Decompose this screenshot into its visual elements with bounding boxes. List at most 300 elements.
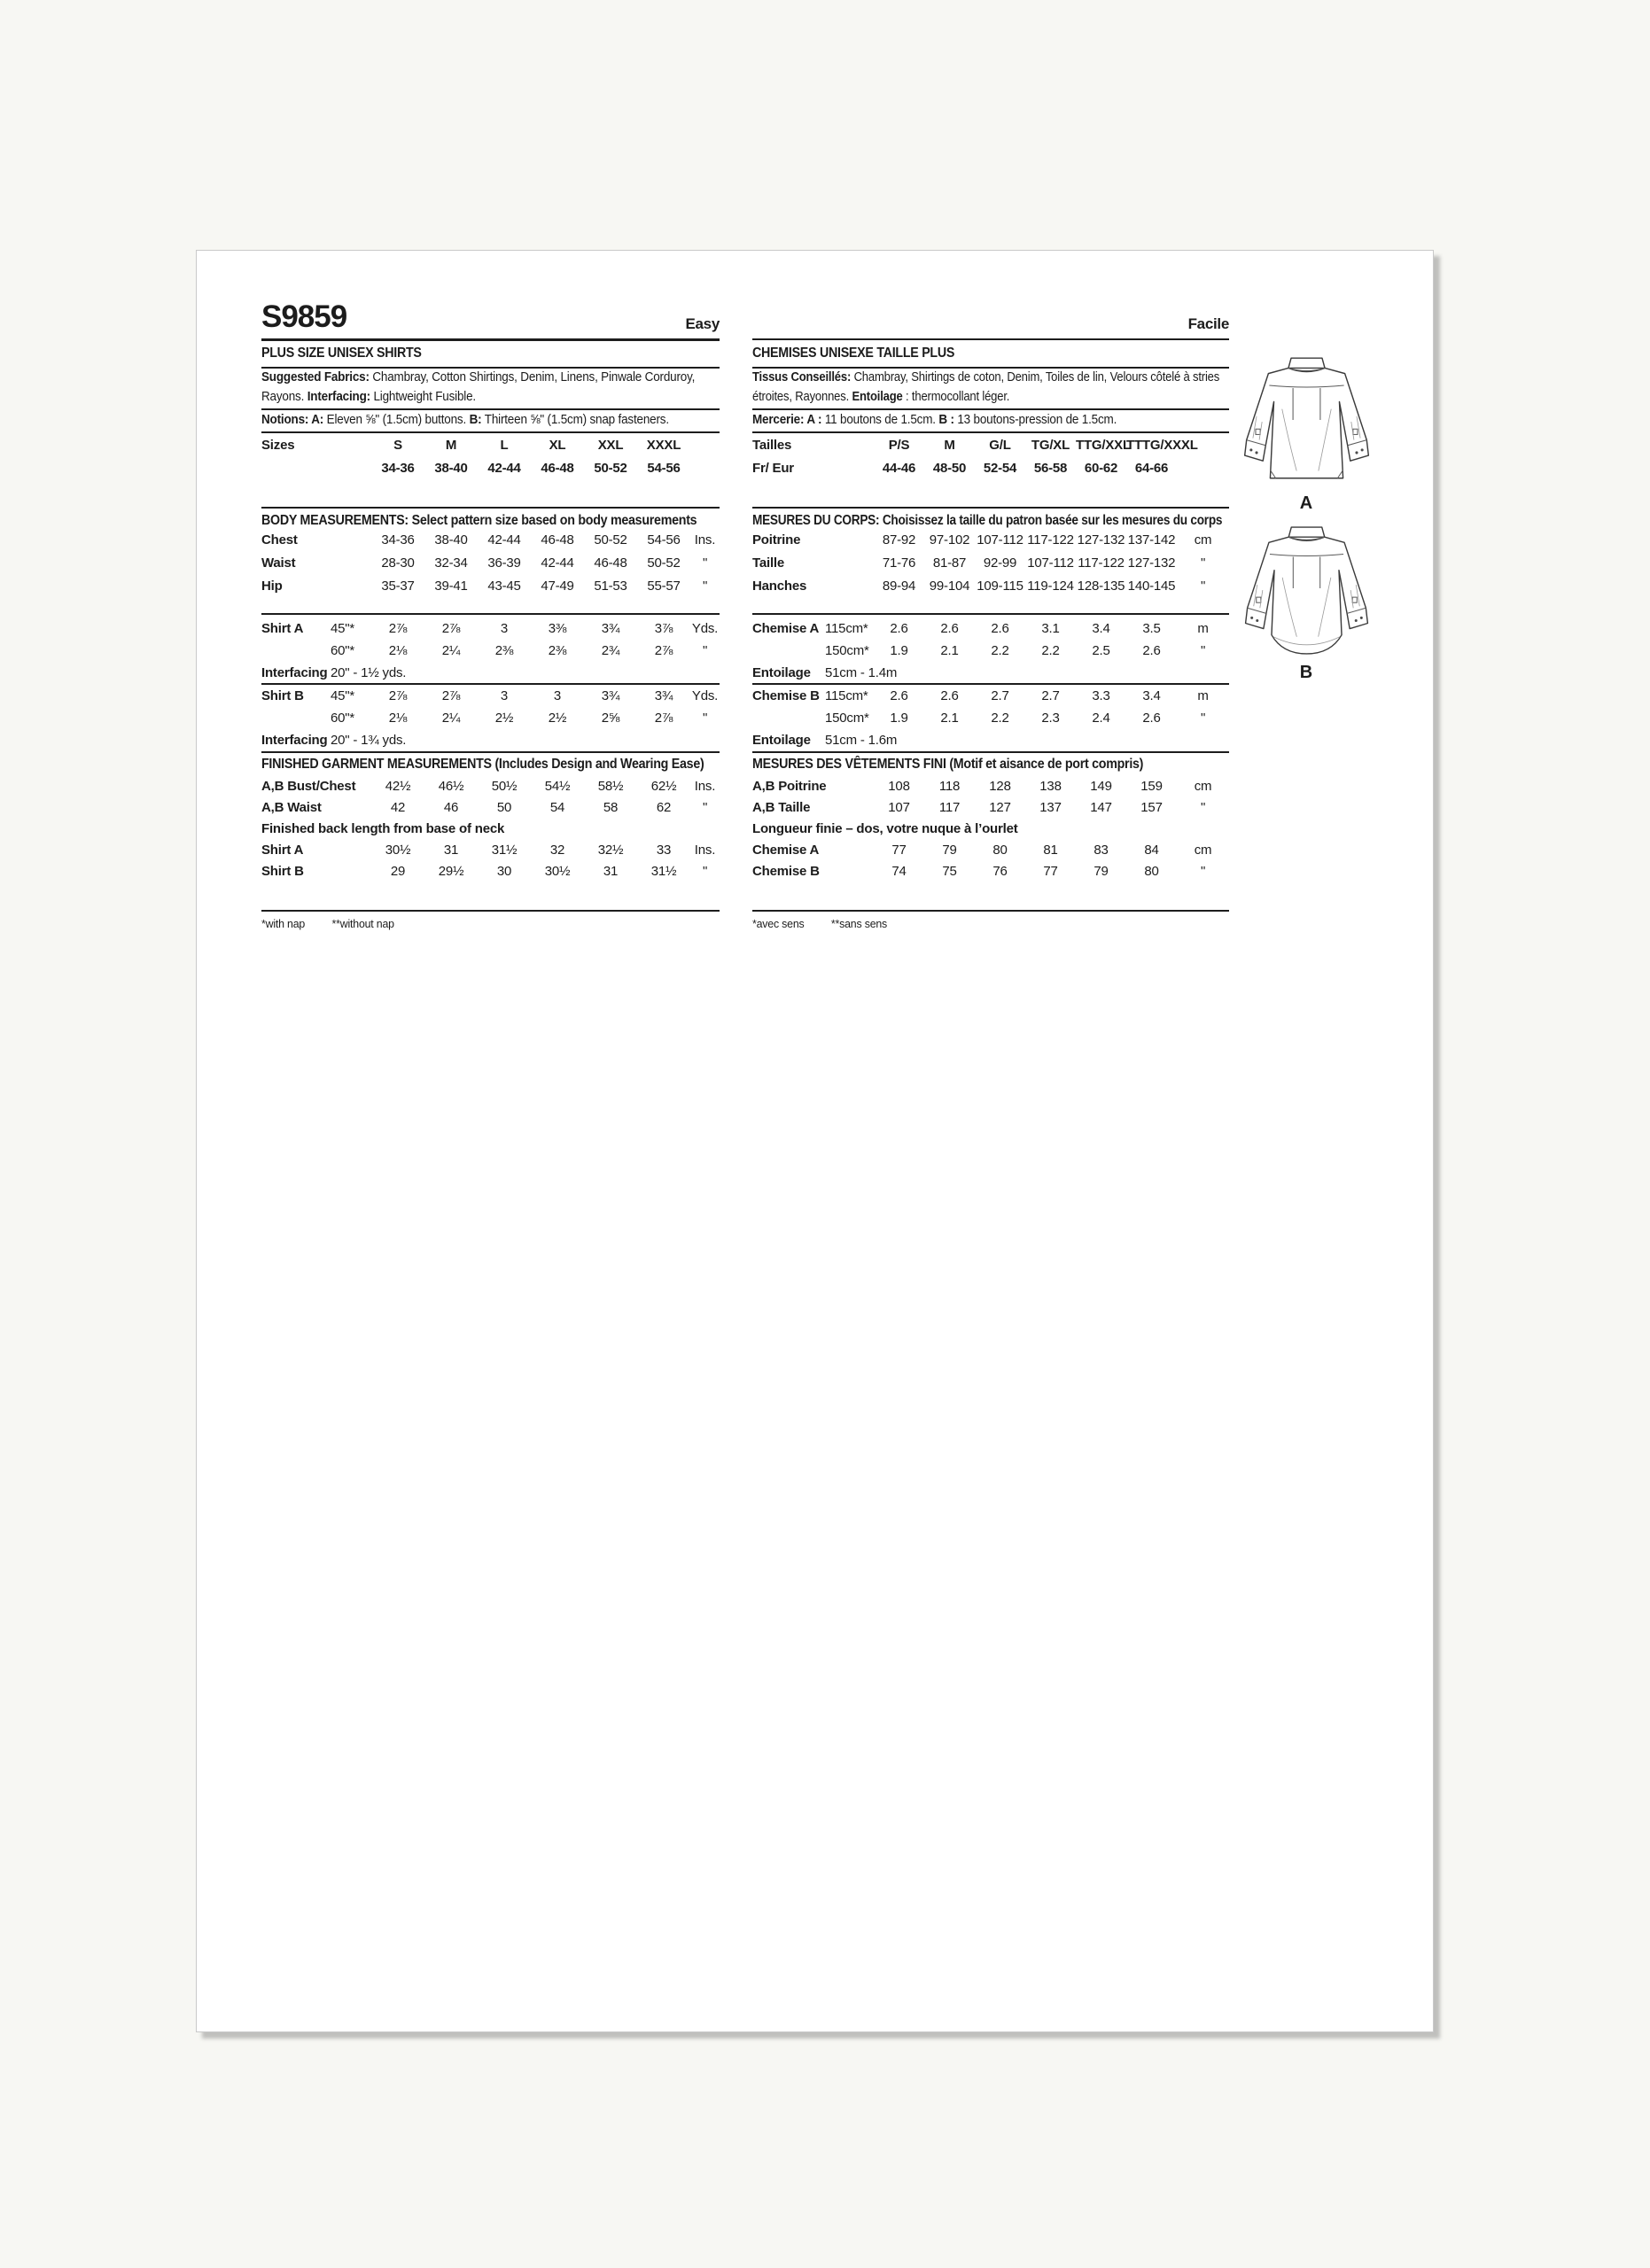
row-label: Poitrine: [752, 532, 801, 548]
yardage-table-shirt-a-en: [261, 617, 720, 684]
row-label: Fr/ Eur: [752, 460, 794, 476]
footnote-avec-sens: *avec sens: [752, 917, 805, 930]
table-row: [261, 685, 720, 707]
fabric-width-label: 150cm*: [825, 643, 869, 658]
row-label: Tailles: [752, 437, 792, 453]
finished-garment-table-en: [261, 775, 720, 882]
table-row: [752, 433, 1229, 456]
table-cell: M: [445, 437, 457, 453]
headline-block: [261, 301, 720, 338]
table-cell: 35-37: [381, 578, 415, 594]
table-cell: TTTG/XXXL: [1126, 437, 1198, 453]
unit-cell: ": [702, 799, 708, 815]
unit-cell: Ins.: [694, 532, 716, 548]
table-cell: TG/XL: [1031, 437, 1070, 453]
table-cell: 28-30: [381, 555, 415, 571]
table-cell: 42: [390, 799, 406, 815]
table-cell: 149: [1090, 778, 1112, 794]
table-row: [752, 574, 1229, 597]
table-cell: 42-44: [487, 460, 521, 476]
table-cell: 62: [656, 799, 672, 815]
table-cell: 2¼: [441, 643, 461, 658]
table-cell: 43-45: [487, 578, 521, 594]
table-cell: 2⅞: [441, 621, 461, 636]
table-row: [752, 640, 1229, 662]
table-cell: 140-145: [1127, 578, 1176, 594]
table-cell: 2⅛: [388, 643, 408, 658]
table-cell: 79: [1094, 863, 1109, 879]
table-cell: 38-40: [434, 532, 468, 548]
table-cell: 2.7: [991, 688, 1009, 703]
table-cell: 46-48: [594, 555, 627, 571]
table-cell: 2⅜: [548, 643, 567, 658]
divider: [261, 751, 720, 753]
table-cell: 3: [500, 621, 509, 636]
table-span-text: Longueur finie – dos, votre nuque à l’ourlet: [752, 820, 1018, 836]
row-label: Chemise B: [752, 863, 820, 879]
shirt-b-label: B: [1299, 663, 1313, 682]
table-cell: 2.6: [890, 621, 908, 636]
body-measurements-title-en: BODY MEASUREMENTS: Select pattern size based on body measurements: [261, 513, 697, 528]
table-cell: 3.4: [1092, 621, 1110, 636]
garment-illustrations: [1236, 353, 1376, 691]
table-cell: 137: [1039, 799, 1062, 815]
table-cell: 31: [443, 842, 459, 858]
table-cell: 2.6: [940, 621, 959, 636]
fabric-width-label: 60"*: [331, 711, 355, 726]
table-cell: 60-62: [1084, 460, 1118, 476]
table-cell: 38-40: [434, 460, 468, 476]
entoilage-lead: Entoilage: [852, 390, 903, 404]
table-row: [752, 707, 1229, 729]
table-cell: 42-44: [487, 532, 521, 548]
fabric-width-label: 45"*: [331, 688, 355, 703]
fabrics-lead: Suggested Fabrics:: [261, 370, 370, 384]
table-cell: 74: [891, 863, 907, 879]
table-cell: 58: [603, 799, 619, 815]
shirt-a-label: A: [1299, 493, 1313, 513]
fabric-width-label: 60"*: [331, 643, 355, 658]
interfacing-text: Lightweight Fusible.: [370, 390, 476, 404]
table-cell: 1.9: [890, 643, 908, 658]
unit-cell: Yds.: [691, 621, 719, 636]
table-cell: 50-52: [594, 532, 627, 548]
unit-cell: cm: [1194, 532, 1212, 548]
row-label: A,B Taille: [752, 799, 811, 815]
table-cell: 3.5: [1142, 621, 1161, 636]
unit-cell: m: [1197, 621, 1209, 636]
divider: [752, 910, 1229, 912]
table-cell: 62½: [650, 778, 677, 794]
headline-block-fr: [752, 301, 1229, 338]
table-cell: 2⅞: [654, 711, 673, 726]
row-label: Chemise A: [752, 621, 820, 636]
table-row: [261, 707, 720, 729]
yardage-table-chemise-a-fr: [752, 617, 1229, 684]
fabrics-text: Chambray, Cotton Shirtings, Denim, Linens, Pinwale Corduroy, Rayons.: [261, 370, 696, 404]
table-cell: 51-53: [594, 578, 627, 594]
table-cell: 2.2: [991, 643, 1009, 658]
notions-lead: Notions: A:: [261, 413, 324, 427]
table-cell: 3.1: [1041, 621, 1060, 636]
body-measurements-table-fr: [752, 528, 1229, 597]
table-cell: 3⅜: [548, 621, 567, 636]
table-cell: 2¼: [441, 711, 461, 726]
table-cell: 39-41: [434, 578, 468, 594]
table-cell: 32: [549, 842, 565, 858]
table-cell: P/S: [888, 437, 910, 453]
table-cell: 138: [1039, 778, 1062, 794]
row-label: Waist: [261, 555, 296, 571]
table-row: [261, 528, 720, 551]
table-row: [752, 551, 1229, 574]
fabric-width-label: 115cm*: [825, 621, 868, 636]
divider: [752, 751, 1229, 753]
section-title-fr: CHEMISES UNISEXE TAILLE PLUS: [752, 346, 955, 361]
unit-cell: ": [702, 711, 708, 726]
tissus-lead: Tissus Conseillés:: [752, 370, 852, 384]
table-cell: 50: [496, 799, 512, 815]
unit-cell: ": [1200, 555, 1206, 571]
table-row: [261, 775, 720, 796]
table-cell: 127-132: [1127, 555, 1176, 571]
table-cell: 31½: [491, 842, 518, 858]
table-cell: 42-44: [541, 555, 574, 571]
table-cell: 97-102: [929, 532, 970, 548]
table-cell: 52-54: [983, 460, 1017, 476]
table-cell: 3¾: [601, 688, 620, 703]
table-cell: 79: [942, 842, 957, 858]
row-label: Interfacing: [261, 665, 328, 680]
notions-b-lead: B:: [469, 413, 482, 427]
table-cell: 117: [938, 799, 961, 815]
table-row: [752, 818, 1229, 839]
table-cell: 3: [553, 688, 562, 703]
row-label: Entoilage: [752, 665, 811, 680]
table-cell: 29: [390, 863, 406, 879]
table-cell: 2.2: [1041, 643, 1060, 658]
table-row: [752, 796, 1229, 818]
divider: [261, 613, 720, 615]
table-cell: 2.1: [940, 711, 959, 726]
row-label: Hanches: [752, 578, 807, 594]
difficulty-label-fr: Facile: [1187, 315, 1229, 332]
table-row: [261, 796, 720, 818]
pattern-envelope-back-sheet: [196, 250, 1434, 2032]
table-cell: 30½: [544, 863, 571, 879]
table-cell: 71-76: [882, 555, 916, 571]
row-label: Shirt B: [261, 688, 304, 703]
table-cell: 46-48: [541, 532, 574, 548]
table-cell: 31½: [650, 863, 677, 879]
unit-cell: ": [1200, 578, 1206, 594]
fabric-width-label: 45"*: [331, 621, 355, 636]
row-label: Shirt B: [261, 863, 304, 879]
unit-cell: cm: [1194, 842, 1212, 858]
tissus-text: Chambray, Shirtings de coton, Denim, Toiles de lin, Velours côtelé à stries étroites, Rayonnes.: [752, 370, 1220, 404]
table-row: [752, 685, 1229, 707]
table-cell: M: [944, 437, 955, 453]
unit-cell: m: [1197, 688, 1209, 703]
section-title-en: PLUS SIZE UNISEX SHIRTS: [261, 346, 422, 361]
table-cell: 75: [942, 863, 957, 879]
row-label: Shirt A: [261, 842, 304, 858]
yardage-table-chemise-b-fr: [752, 685, 1229, 751]
table-cell: 80: [1144, 863, 1159, 879]
row-label: Chemise A: [752, 842, 820, 858]
table-cell: 117-122: [1027, 532, 1074, 548]
pattern-number: S9859: [261, 299, 347, 334]
finished-garment-table-fr: [752, 775, 1229, 882]
table-row: [261, 662, 720, 684]
table-cell: 2.5: [1092, 643, 1110, 658]
table-cell: 2⅞: [388, 688, 408, 703]
notions-en: [261, 410, 688, 430]
table-cell: 2.6: [940, 688, 959, 703]
table-cell: 30: [496, 863, 512, 879]
unit-cell: ": [702, 863, 708, 879]
table-cell: 2.6: [890, 688, 908, 703]
table-cell: 77: [1043, 863, 1058, 879]
table-cell: 81-87: [932, 555, 967, 571]
table-cell: 77: [891, 842, 907, 858]
table-cell: 3¾: [601, 621, 620, 636]
table-row: [261, 860, 720, 882]
finished-garment-title-fr: MESURES DES VÊTEMENTS FINI (Motif et aisance de port compris): [752, 757, 1144, 772]
table-cell: 2⅞: [388, 621, 408, 636]
fabric-width-label: 115cm*: [825, 688, 868, 703]
sizes-table-en: [261, 433, 720, 479]
table-cell: 3.4: [1142, 688, 1161, 703]
suggested-fabrics-fr: [752, 368, 1219, 407]
row-label: Interfacing: [261, 733, 328, 748]
table-cell: L: [500, 437, 509, 453]
table-cell: 29½: [438, 863, 464, 879]
table-row: [752, 528, 1229, 551]
divider: [752, 613, 1229, 615]
row-label: Chest: [261, 532, 298, 548]
mercerie-b-text: 13 boutons-pression de 1.5cm.: [953, 413, 1117, 427]
table-cell: 31: [603, 863, 619, 879]
footnote-with-nap: *with nap: [261, 917, 306, 930]
table-cell: 109-115: [977, 578, 1023, 594]
notions-b-text: Thirteen ⅝" (1.5cm) snap fasteners.: [481, 413, 669, 427]
table-cell: 87-92: [882, 532, 916, 548]
row-label: Chemise B: [752, 688, 820, 703]
row-label: Taille: [752, 555, 785, 571]
shirt-a-illustration: [1238, 353, 1375, 487]
table-cell: 2.1: [940, 643, 959, 658]
notions-a-text: Eleven ⅝" (1.5cm) buttons.: [323, 413, 470, 427]
table-cell: 34-36: [381, 460, 415, 476]
table-cell: 2.6: [1142, 643, 1161, 658]
table-cell: 54½: [544, 778, 571, 794]
table-row: [752, 456, 1229, 479]
table-cell: 108: [888, 778, 910, 794]
table-cell: 3⅞: [654, 621, 673, 636]
table-row: [261, 640, 720, 662]
mercerie-a-text: 11 boutons de 1.5cm.: [821, 413, 939, 427]
divider: [752, 507, 1229, 509]
row-span-value: 51cm - 1.6m: [825, 733, 898, 748]
table-cell: 128: [989, 778, 1011, 794]
table-cell: 32-34: [434, 555, 468, 571]
table-cell: 159: [1140, 778, 1163, 794]
row-label: Hip: [261, 578, 283, 594]
table-cell: 2.3: [1041, 711, 1060, 726]
table-cell: 50-52: [594, 460, 627, 476]
body-measurements-table-en: [261, 528, 720, 597]
table-row: [752, 775, 1229, 796]
table-cell: S: [393, 437, 402, 453]
table-cell: TTG/XXL: [1076, 437, 1131, 453]
footnote-en: [261, 917, 697, 930]
table-cell: 3¾: [654, 688, 673, 703]
table-cell: 42½: [385, 778, 411, 794]
table-row: [752, 729, 1229, 751]
sizes-table-fr: [752, 433, 1229, 479]
table-cell: 46: [443, 799, 459, 815]
table-cell: 127: [989, 799, 1011, 815]
table-row: [752, 860, 1229, 882]
yardage-table-shirt-b-en: [261, 685, 720, 751]
row-label: Sizes: [261, 437, 295, 453]
table-cell: 2⅜: [494, 643, 514, 658]
table-cell: 2.6: [991, 621, 1009, 636]
mercerie-lead: Mercerie: A :: [752, 413, 822, 427]
body-measurements-title-fr: MESURES DU CORPS: Choisissez la taille du patron basée sur les mesures du corps: [752, 513, 1223, 528]
table-cell: 2½: [548, 711, 567, 726]
divider: [261, 910, 720, 912]
table-cell: 117-122: [1078, 555, 1125, 571]
footnote-without-nap: **without nap: [331, 917, 394, 930]
divider: [261, 507, 720, 509]
table-cell: 119-124: [1027, 578, 1074, 594]
row-span-value: 20" - 1½ yds.: [331, 665, 407, 680]
table-cell: 2½: [494, 711, 514, 726]
mercerie-b-lead: B :: [938, 413, 954, 427]
interfacing-lead: Interfacing:: [307, 390, 370, 404]
table-cell: 127-132: [1077, 532, 1125, 548]
table-cell: 44-46: [882, 460, 916, 476]
table-cell: 84: [1144, 842, 1159, 858]
row-span-value: 51cm - 1.4m: [825, 665, 898, 680]
table-cell: 54: [549, 799, 565, 815]
table-cell: 48-50: [932, 460, 967, 476]
table-cell: 64-66: [1134, 460, 1169, 476]
table-cell: 55-57: [647, 578, 681, 594]
table-cell: 2.6: [1142, 711, 1161, 726]
table-span-text: Finished back length from base of neck: [261, 820, 505, 836]
footnote-sans-sens: **sans sens: [830, 917, 888, 930]
unit-cell: Ins.: [694, 778, 716, 794]
table-cell: 30½: [385, 842, 411, 858]
table-cell: 2.4: [1092, 711, 1110, 726]
table-row: [752, 839, 1229, 860]
table-row: [261, 839, 720, 860]
table-cell: 36-39: [487, 555, 521, 571]
table-row: [261, 818, 720, 839]
unit-cell: ": [1200, 799, 1206, 815]
entoilage-text: : thermocollant léger.: [902, 390, 1010, 404]
footnote-fr: [752, 917, 1205, 930]
unit-cell: ": [1200, 863, 1206, 879]
table-cell: 54-56: [647, 532, 681, 548]
table-cell: 2⅝: [601, 711, 620, 726]
table-row: [752, 617, 1229, 640]
row-label: A,B Bust/Chest: [261, 778, 356, 794]
table-cell: 83: [1094, 842, 1109, 858]
table-cell: 1.9: [890, 711, 908, 726]
unit-cell: ": [1200, 711, 1206, 726]
table-cell: 46½: [438, 778, 464, 794]
table-cell: 89-94: [882, 578, 916, 594]
table-cell: 46-48: [541, 460, 574, 476]
row-label: A,B Poitrine: [752, 778, 827, 794]
shirt-b-illustration: [1238, 522, 1375, 656]
table-cell: 47-49: [541, 578, 574, 594]
table-cell: XXL: [597, 437, 624, 453]
difficulty-label-en: Easy: [685, 315, 720, 332]
row-label: Shirt A: [261, 621, 304, 636]
table-cell: 2⅞: [441, 688, 461, 703]
table-row: [261, 551, 720, 574]
table-cell: 2⅞: [654, 643, 673, 658]
table-cell: 137-142: [1127, 532, 1176, 548]
row-span-value: 20" - 1¾ yds.: [331, 733, 407, 748]
table-cell: 107-112: [1027, 555, 1074, 571]
unit-cell: cm: [1194, 778, 1212, 794]
table-cell: 54-56: [647, 460, 681, 476]
table-row: [261, 574, 720, 597]
table-cell: 80: [992, 842, 1008, 858]
table-cell: G/L: [989, 437, 1011, 453]
table-cell: 147: [1090, 799, 1112, 815]
row-label: Entoilage: [752, 733, 811, 748]
row-label: A,B Waist: [261, 799, 322, 815]
unit-cell: Ins.: [694, 842, 716, 858]
table-cell: 3.3: [1092, 688, 1110, 703]
table-cell: 58½: [597, 778, 624, 794]
table-cell: 2.2: [991, 711, 1009, 726]
table-cell: 157: [1140, 799, 1163, 815]
table-cell: 2⅛: [388, 711, 408, 726]
unit-cell: ": [702, 643, 708, 658]
table-row: [261, 456, 720, 479]
table-cell: 118: [938, 778, 961, 794]
table-cell: 50-52: [647, 555, 681, 571]
table-cell: 32½: [597, 842, 624, 858]
divider: [752, 338, 1229, 340]
table-cell: 2.7: [1041, 688, 1060, 703]
table-cell: 2¾: [601, 643, 620, 658]
table-cell: 3: [500, 688, 509, 703]
table-cell: 92-99: [983, 555, 1017, 571]
table-row: [752, 662, 1229, 684]
table-cell: XXXL: [646, 437, 681, 453]
unit-cell: ": [702, 555, 708, 571]
notions-fr: [752, 410, 1195, 430]
table-cell: 81: [1043, 842, 1058, 858]
table-cell: 34-36: [381, 532, 415, 548]
divider: [261, 338, 720, 341]
suggested-fabrics-en: [261, 368, 716, 407]
table-cell: 56-58: [1033, 460, 1068, 476]
table-row: [261, 617, 720, 640]
table-cell: XL: [549, 437, 566, 453]
table-row: [261, 729, 720, 751]
table-cell: 76: [992, 863, 1008, 879]
